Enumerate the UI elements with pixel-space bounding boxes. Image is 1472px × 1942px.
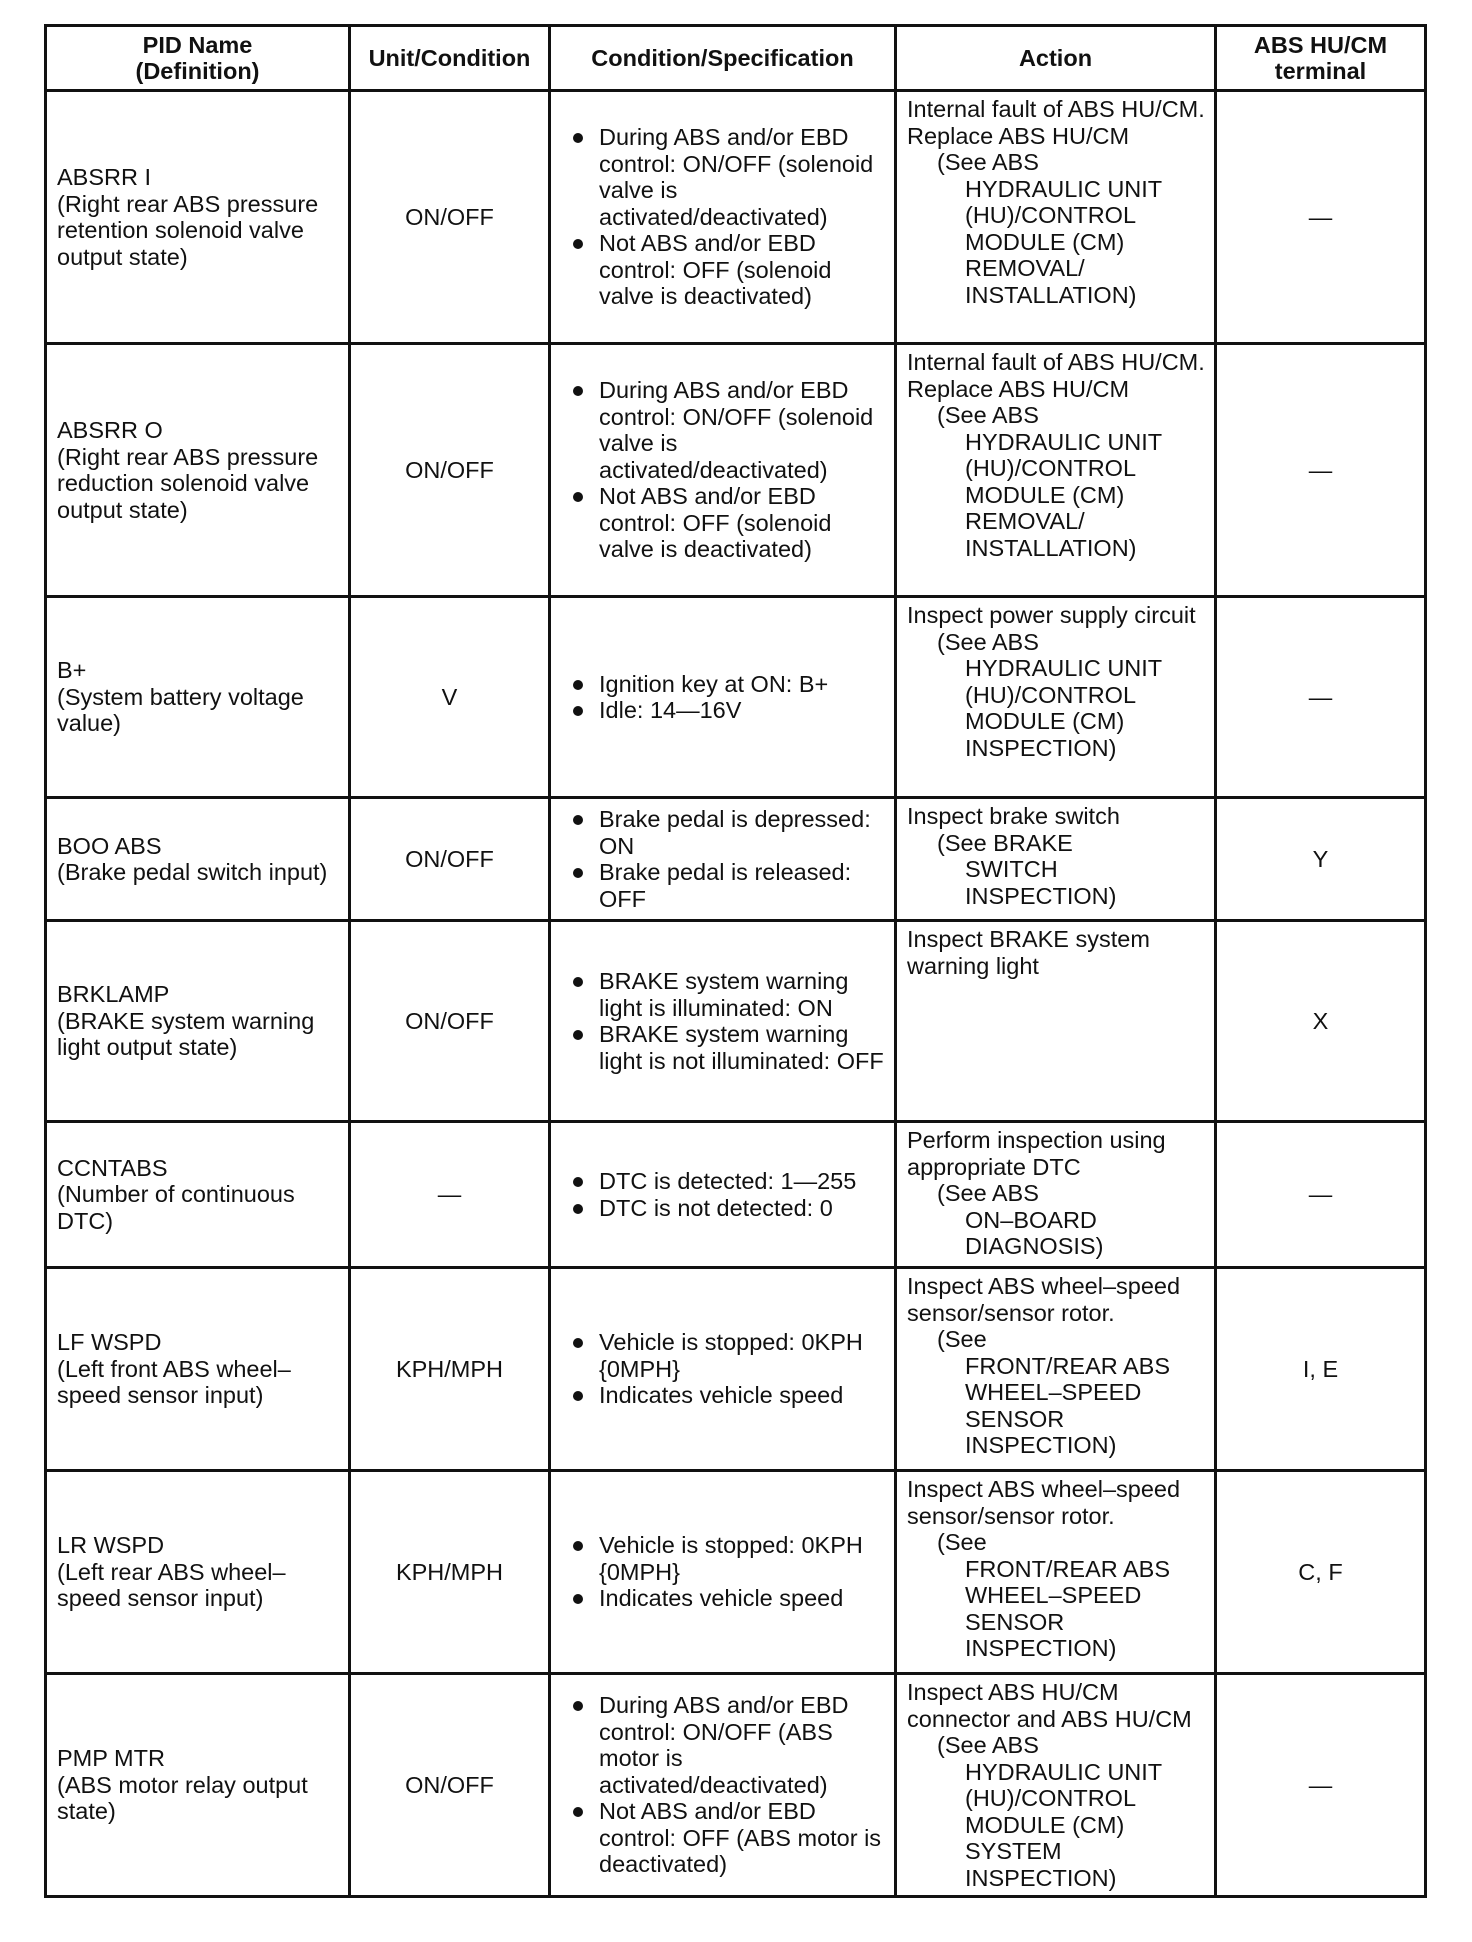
pid-name: LF WSPD	[57, 1329, 162, 1356]
unit-cell: ON/OFF	[350, 921, 550, 1122]
spec-item: Indicates vehicle speed	[569, 1585, 886, 1612]
reference-head: (See ABS	[937, 1732, 1039, 1758]
reference-line: FRONT/REAR ABS	[965, 1555, 1171, 1582]
action-cell	[896, 798, 1216, 921]
reference-line: FRONT/REAR ABS	[965, 1352, 1171, 1379]
pid-name: B+	[57, 657, 87, 684]
spec-list	[569, 671, 886, 724]
reference-line: HYDRAULIC UNIT	[965, 655, 1163, 681]
spec-item: Not ABS and/or EBD control: OFF (solenoid valve is deactivated)	[569, 230, 886, 310]
pid-name: PMP MTR	[57, 1745, 165, 1772]
pid-name: BOO ABS	[57, 832, 162, 859]
action-reference	[907, 1529, 1208, 1662]
spec-cell	[550, 1471, 896, 1674]
spec-list	[569, 1532, 886, 1612]
action-cell	[896, 921, 1216, 1122]
action-reference	[907, 1326, 1208, 1459]
spec-cell	[550, 91, 896, 344]
reference-line: (HU)/CONTROL	[965, 202, 1137, 228]
action-text: Inspect ABS wheel–speed sensor/sensor rotor.	[907, 1273, 1181, 1326]
pid-cell	[46, 1674, 350, 1897]
spec-item: DTC is not detected: 0	[569, 1195, 886, 1222]
terminal-cell: X	[1216, 921, 1426, 1122]
pid-name: LR WSPD	[57, 1532, 165, 1559]
spec-item: During ABS and/or EBD control: ON/OFF (solenoid valve is activated/deactivated)	[569, 377, 886, 483]
reference-line: SENSOR	[965, 1405, 1065, 1432]
table-header	[46, 26, 1426, 91]
spec-list	[569, 377, 886, 563]
spec-list	[569, 1329, 886, 1409]
spec-cell	[550, 798, 896, 921]
reference-head: (See BRAKE	[937, 829, 1073, 856]
spec-item: Brake pedal is released: OFF	[569, 859, 886, 912]
terminal-cell: —	[1216, 1122, 1426, 1268]
pid-cell	[46, 344, 350, 597]
pid-cell	[46, 921, 350, 1122]
header-action: Action	[896, 26, 1216, 91]
pid-definition: (Left front ABS wheel–speed sensor input)	[57, 1355, 291, 1409]
unit-cell: KPH/MPH	[350, 1268, 550, 1471]
spec-item: Not ABS and/or EBD control: OFF (solenoid valve is deactivated)	[569, 483, 886, 563]
spec-item: Vehicle is stopped: 0KPH {0MPH}	[569, 1532, 886, 1585]
reference-line: REMOVAL/	[965, 508, 1085, 534]
spec-cell	[550, 1268, 896, 1471]
pid-definition: (ABS motor relay output state)	[57, 1771, 308, 1825]
reference-head: (See ABS	[937, 402, 1039, 428]
action-cell	[896, 1268, 1216, 1471]
table-row	[46, 91, 1426, 344]
pid-cell	[46, 1471, 350, 1674]
action-reference	[907, 830, 1208, 910]
terminal-cell: I, E	[1216, 1268, 1426, 1471]
action-cell	[896, 1471, 1216, 1674]
header-spec: Condition/Specification	[550, 26, 896, 91]
header-terminal	[1216, 26, 1426, 91]
reference-head: (See	[937, 1529, 987, 1555]
reference-head: (See ABS	[937, 149, 1039, 175]
action-cell	[896, 91, 1216, 344]
action-text: Inspect ABS wheel–speed sensor/sensor rotor.	[907, 1476, 1181, 1529]
pid-table	[44, 24, 1427, 1898]
spec-cell	[550, 921, 896, 1122]
pid-name: BRKLAMP	[57, 981, 170, 1008]
reference-head: (See ABS	[937, 1180, 1039, 1206]
pid-cell	[46, 1122, 350, 1268]
spec-item: DTC is detected: 1—255	[569, 1168, 886, 1195]
action-cell	[896, 1122, 1216, 1268]
unit-cell: ON/OFF	[350, 344, 550, 597]
action-text: Inspect BRAKE system warning light	[907, 926, 1150, 979]
action-cell	[896, 597, 1216, 798]
reference-line: (HU)/CONTROL	[965, 455, 1137, 481]
action-reference	[907, 402, 1208, 561]
table-row	[46, 344, 1426, 597]
spec-item: Indicates vehicle speed	[569, 1382, 886, 1409]
pid-definition: (BRAKE system warning light output state)	[57, 1007, 315, 1061]
reference-line: ON–BOARD	[965, 1206, 1097, 1233]
spec-cell	[550, 344, 896, 597]
table-row	[46, 1268, 1426, 1471]
table-row	[46, 1122, 1426, 1268]
terminal-cell: —	[1216, 597, 1426, 798]
spec-list	[569, 806, 886, 912]
reference-line: REMOVAL/	[965, 255, 1085, 281]
reference-line: HYDRAULIC UNIT	[965, 428, 1163, 455]
terminal-cell: Y	[1216, 798, 1426, 921]
spec-item: BRAKE system warning light is not illuminated: OFF	[569, 1021, 886, 1074]
pid-name: CCNTABS	[57, 1154, 168, 1181]
header-pid-name	[46, 26, 350, 91]
spec-cell	[550, 1122, 896, 1268]
spec-list	[569, 1692, 886, 1878]
spec-item: Brake pedal is depressed: ON	[569, 806, 886, 859]
header-unit: Unit/Condition	[350, 26, 550, 91]
spec-item: During ABS and/or EBD control: ON/OFF (ABS motor is activated/deactivated)	[569, 1692, 886, 1798]
reference-line: SYSTEM	[965, 1838, 1062, 1864]
reference-line: MODULE (CM)	[965, 1811, 1125, 1838]
action-reference	[907, 629, 1208, 762]
unit-cell: V	[350, 597, 550, 798]
pid-name: ABSRR O	[57, 417, 163, 443]
pid-definition: (Number of continuous DTC)	[57, 1181, 295, 1234]
action-text: Inspect power supply circuit	[907, 602, 1196, 628]
reference-line: SWITCH	[965, 856, 1058, 882]
reference-line: INSPECTION)	[965, 882, 1117, 909]
terminal-cell: —	[1216, 1674, 1426, 1897]
terminal-cell: C, F	[1216, 1471, 1426, 1674]
reference-line: MODULE (CM)	[965, 481, 1125, 508]
reference-line: SENSOR	[965, 1608, 1065, 1635]
action-text: Internal fault of ABS HU/CM. Replace ABS HU/CM	[907, 96, 1205, 149]
action-text: Internal fault of ABS HU/CM. Replace ABS HU/CM	[907, 349, 1205, 402]
spec-list	[569, 124, 886, 310]
reference-line: HYDRAULIC UNIT	[965, 175, 1163, 202]
spec-item: BRAKE system warning light is illuminated: ON	[569, 968, 886, 1021]
pid-definition: (Right rear ABS pressure reduction solenoid valve output state)	[57, 443, 319, 523]
reference-line: INSPECTION)	[965, 734, 1117, 761]
reference-line: (HU)/CONTROL	[965, 1785, 1137, 1811]
table-row	[46, 597, 1426, 798]
reference-head: (See ABS	[937, 628, 1039, 655]
reference-line: DIAGNOSIS)	[965, 1233, 1104, 1259]
reference-line: INSPECTION)	[965, 1635, 1117, 1661]
pid-cell	[46, 798, 350, 921]
header-terminal-line2: terminal	[1274, 58, 1367, 84]
pid-definition: (Right rear ABS pressure retention solenoid valve output state)	[57, 190, 319, 270]
pid-definition: (Left rear ABS wheel–speed sensor input)	[57, 1558, 286, 1612]
reference-line: MODULE (CM)	[965, 708, 1125, 734]
pid-definition: (System battery voltage value)	[57, 683, 304, 737]
action-reference	[907, 149, 1208, 308]
spec-item: Vehicle is stopped: 0KPH {0MPH}	[569, 1329, 886, 1382]
terminal-cell: —	[1216, 344, 1426, 597]
reference-head: (See	[937, 1326, 987, 1352]
unit-cell: KPH/MPH	[350, 1471, 550, 1674]
unit-cell: —	[350, 1122, 550, 1268]
action-text: Perform inspection using appropriate DTC	[907, 1127, 1166, 1180]
action-text: Inspect brake switch	[907, 803, 1120, 829]
action-cell	[896, 344, 1216, 597]
spec-item: Not ABS and/or EBD control: OFF (ABS motor is deactivated)	[569, 1798, 886, 1878]
pid-name: ABSRR I	[57, 164, 152, 190]
action-cell	[896, 1674, 1216, 1897]
reference-line: (HU)/CONTROL	[965, 681, 1137, 708]
reference-line: WHEEL–SPEED	[965, 1582, 1142, 1608]
header-terminal-line1: ABS HU/CM	[1253, 32, 1388, 58]
spec-list	[569, 1168, 886, 1221]
spec-item: During ABS and/or EBD control: ON/OFF (solenoid valve is activated/deactivated)	[569, 124, 886, 230]
header-pid-label: PID Name	[142, 32, 253, 58]
action-reference	[907, 1732, 1208, 1891]
reference-line: HYDRAULIC UNIT	[965, 1758, 1163, 1785]
pid-cell	[46, 1268, 350, 1471]
pid-cell	[46, 91, 350, 344]
spec-cell	[550, 597, 896, 798]
table-row	[46, 798, 1426, 921]
reference-line: INSTALLATION)	[965, 281, 1137, 308]
action-reference	[907, 1180, 1208, 1260]
spec-list	[569, 968, 886, 1074]
table-row	[46, 921, 1426, 1122]
spec-item: Idle: 14—16V	[569, 697, 886, 724]
pid-cell	[46, 597, 350, 798]
table-row	[46, 1471, 1426, 1674]
reference-line: MODULE (CM)	[965, 228, 1125, 255]
terminal-cell: —	[1216, 91, 1426, 344]
unit-cell: ON/OFF	[350, 798, 550, 921]
spec-item: Ignition key at ON: B+	[569, 671, 886, 698]
table-body	[46, 91, 1426, 1897]
unit-cell: ON/OFF	[350, 1674, 550, 1897]
pid-definition: (Brake pedal switch input)	[57, 859, 328, 885]
action-text: Inspect ABS HU/CM connector and ABS HU/CM	[907, 1679, 1192, 1732]
reference-line: INSTALLATION)	[965, 534, 1137, 561]
unit-cell: ON/OFF	[350, 91, 550, 344]
reference-line: WHEEL–SPEED	[965, 1379, 1142, 1405]
spec-cell	[550, 1674, 896, 1897]
reference-line: INSPECTION)	[965, 1864, 1117, 1891]
table-row	[46, 1674, 1426, 1897]
reference-line: INSPECTION)	[965, 1432, 1117, 1458]
header-definition-label: (Definition)	[135, 58, 260, 84]
